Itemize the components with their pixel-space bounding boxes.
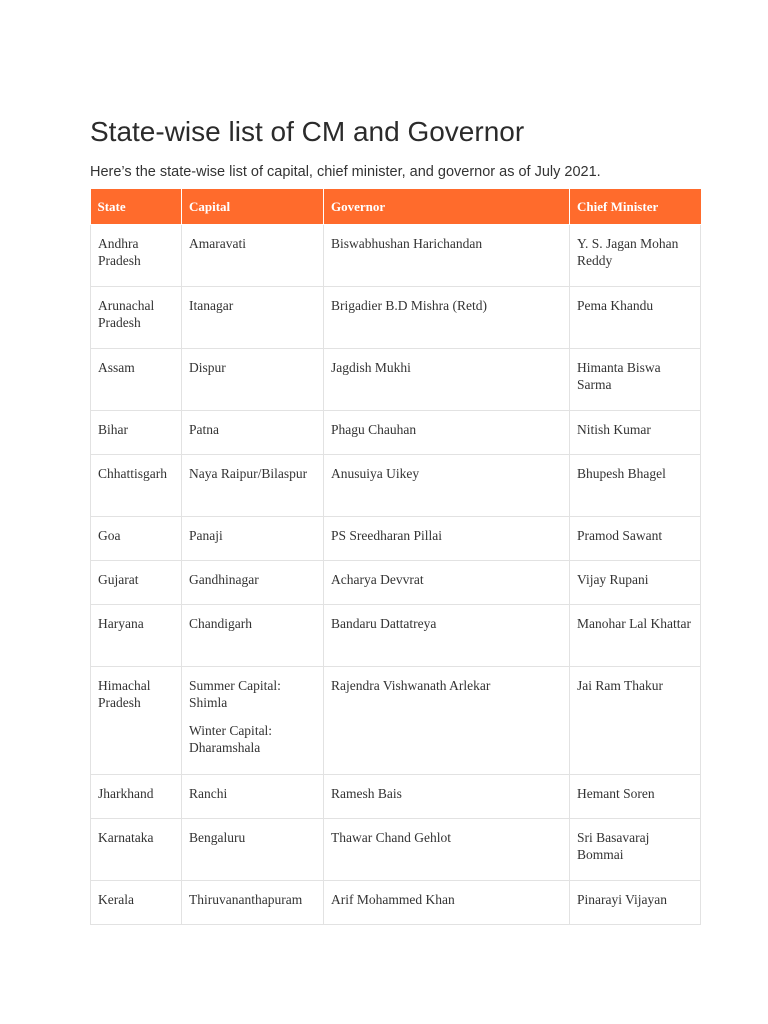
cell-governor: Brigadier B.D Mishra (Retd) — [324, 286, 570, 348]
cell-chief-minister: Nitish Kumar — [570, 410, 701, 454]
cell-chief-minister: Bhupesh Bhagel — [570, 454, 701, 516]
cell-capital — [182, 880, 324, 924]
cell-governor: Acharya Devvrat — [324, 560, 570, 604]
capital-text: Summer Capital: Shimla — [189, 677, 281, 710]
cell-capital — [182, 286, 324, 348]
capital-text: Chandigarh — [189, 615, 252, 631]
cell-state: Himachal Pradesh — [91, 666, 182, 774]
cell-chief-minister: Hemant Soren — [570, 774, 701, 818]
cell-chief-minister: Vijay Rupani — [570, 560, 701, 604]
cell-capital — [182, 454, 324, 516]
cell-capital — [182, 348, 324, 410]
header-state: State — [91, 189, 182, 224]
cell-governor: Ramesh Bais — [324, 774, 570, 818]
capital-text: Dispur — [189, 359, 226, 375]
capital-text: Thiruvananthapuram — [189, 891, 303, 907]
cell-chief-minister: Y. S. Jagan Mohan Reddy — [570, 224, 701, 286]
header-chief-minister: Chief Minister — [570, 189, 701, 224]
table-row — [91, 666, 701, 774]
table-row — [91, 286, 701, 348]
intro-paragraph: Here’s the state-wise list of capital, chief minister, and governor as of July 2021. — [90, 164, 601, 180]
table-row — [91, 516, 701, 560]
cell-state: Bihar — [91, 410, 182, 454]
cell-chief-minister: Himanta Biswa Sarma — [570, 348, 701, 410]
table-row — [91, 818, 701, 880]
cell-capital — [182, 604, 324, 666]
capital-text: Bengaluru — [189, 829, 246, 845]
capital-text: Patna — [189, 421, 219, 437]
cell-governor: Rajendra Vishwanath Arlekar — [324, 666, 570, 774]
cell-chief-minister: Sri Basavaraj Bommai — [570, 818, 701, 880]
cell-governor: Arif Mohammed Khan — [324, 880, 570, 924]
cell-governor: Biswabhushan Harichandan — [324, 224, 570, 286]
cell-state: Assam — [91, 348, 182, 410]
cell-governor: Jagdish Mukhi — [324, 348, 570, 410]
cell-capital — [182, 560, 324, 604]
cell-capital — [182, 666, 324, 774]
cell-capital — [182, 224, 324, 286]
state-table — [90, 189, 701, 925]
cell-state: Gujarat — [91, 560, 182, 604]
header-capital: Capital — [182, 189, 324, 224]
cell-governor: PS Sreedharan Pillai — [324, 516, 570, 560]
cell-chief-minister: Jai Ram Thakur — [570, 666, 701, 774]
cell-chief-minister: Pema Khandu — [570, 286, 701, 348]
cell-governor: Phagu Chauhan — [324, 410, 570, 454]
capital-text: Naya Raipur/Bilaspur — [189, 465, 308, 481]
cell-state: Arunachal Pradesh — [91, 286, 182, 348]
table-row — [91, 410, 701, 454]
cell-state: Karnataka — [91, 818, 182, 880]
cell-state: Andhra Pradesh — [91, 224, 182, 286]
cell-capital — [182, 516, 324, 560]
cell-governor: Thawar Chand Gehlot — [324, 818, 570, 880]
table-row — [91, 880, 701, 924]
table-row — [91, 774, 701, 818]
cell-governor: Anusuiya Uikey — [324, 454, 570, 516]
capital-text: Gandhinagar — [189, 571, 259, 587]
cell-capital — [182, 774, 324, 818]
capital-text: Panaji — [189, 527, 223, 543]
cell-chief-minister: Pramod Sawant — [570, 516, 701, 560]
capital-text: Amaravati — [189, 235, 246, 251]
capital-text: Ranchi — [189, 785, 228, 801]
cell-state: Goa — [91, 516, 182, 560]
table-row — [91, 560, 701, 604]
cell-chief-minister: Manohar Lal Khattar — [570, 604, 701, 666]
cell-state: Kerala — [91, 880, 182, 924]
header-governor: Governor — [324, 189, 570, 224]
cell-governor: Bandaru Dattatreya — [324, 604, 570, 666]
cell-chief-minister: Pinarayi Vijayan — [570, 880, 701, 924]
table-row — [91, 224, 701, 286]
cell-state: Chhattisgarh — [91, 454, 182, 516]
table-row — [91, 604, 701, 666]
cell-state: Haryana — [91, 604, 182, 666]
cell-capital — [182, 410, 324, 454]
table-header-row — [91, 189, 701, 224]
cell-state: Jharkhand — [91, 774, 182, 818]
table-row — [91, 454, 701, 516]
cell-capital — [182, 818, 324, 880]
capital-text: Winter Capital: Dharamshala — [189, 722, 273, 755]
table-row — [91, 348, 701, 410]
capital-text: Itanagar — [189, 297, 234, 313]
page-title: State-wise list of CM and Governor — [90, 116, 525, 147]
